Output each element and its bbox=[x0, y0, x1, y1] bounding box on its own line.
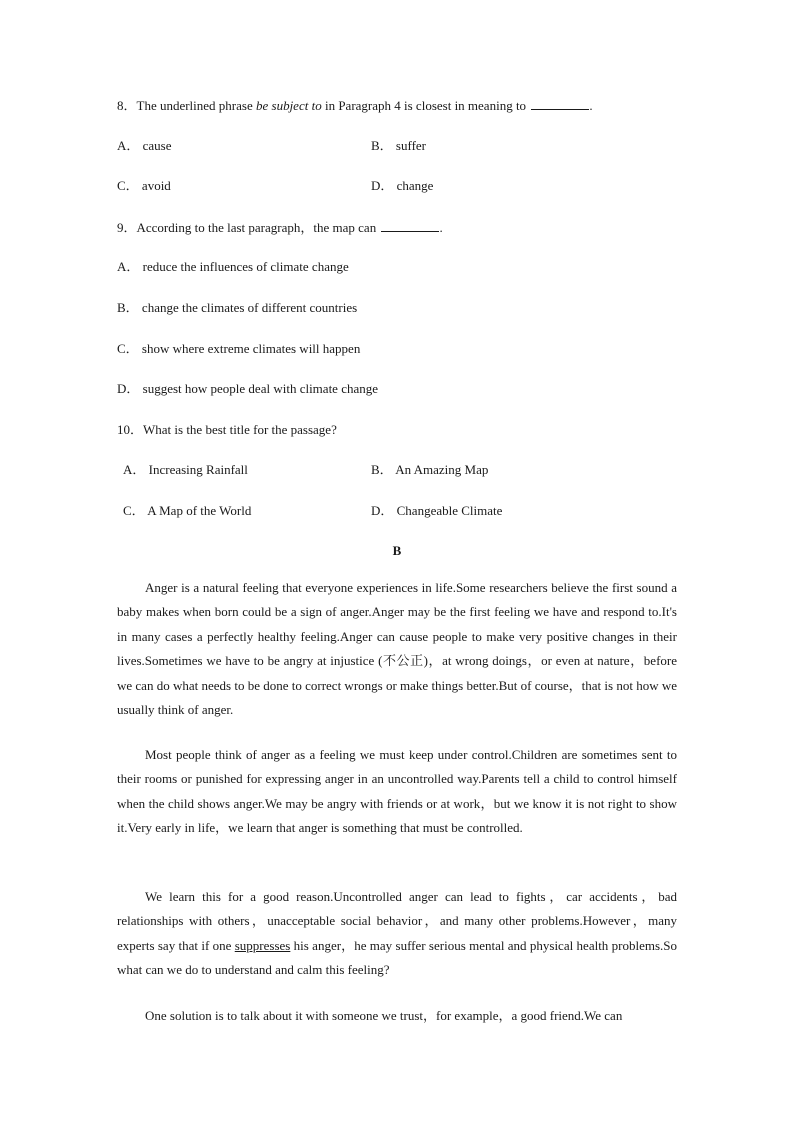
question-9 bbox=[117, 219, 443, 236]
passage-paragraph-4: One solution is to talk about it with someone we trust，for example，a good friend.We can bbox=[145, 1008, 623, 1023]
p1-chinese-gloss: 不公正 bbox=[382, 653, 424, 669]
q10-option-c: C． A Map of the World bbox=[123, 503, 252, 518]
q8-option-b: B． suffer bbox=[371, 138, 427, 153]
q8-phrase: be subject to bbox=[255, 98, 322, 113]
q8-prefix: 8．The underlined phrase bbox=[117, 98, 256, 113]
q9-option-a: A． reduce the influences of climate change bbox=[117, 259, 349, 274]
q9-option-c: C． show where extreme climates will happen bbox=[117, 341, 361, 356]
q10-option-d: D． Changeable Climate bbox=[371, 503, 503, 518]
q9-option-d: D． suggest how people deal with climate change bbox=[117, 381, 379, 396]
p3-text-a: We learn this for a good reason.Uncontrolled anger can lead to fights，car accidents，bad relationships with others，unacceptable social behavior，and many other problems.However，many experts say that if one bbox=[117, 889, 677, 953]
question-10: 10．What is the best title for the passage? bbox=[117, 422, 337, 437]
p3-text-b: his anger，he may suffer serious mental and physical health problems.So what can we do to understand and calm this feeling? bbox=[117, 937, 677, 977]
passage-paragraph-3 bbox=[117, 885, 677, 982]
answer-blank bbox=[531, 97, 589, 110]
p1-text-a: Anger is a natural feeling that everyone experiences in life.Some researchers believe the first sound a baby makes when born could be a sign of anger.Anger may be the first feeling we have and respond to.It's in many cases a perfectly healthy feeling.Anger can cause people to make very positive changes in their lives.Sometimes we have to be angry at injustice ( bbox=[117, 580, 677, 668]
passage-paragraph-2: Most people think of anger as a feeling we must keep under control.Children are sometimes sent to their rooms or punished for expressing anger in an uncontrolled way.Parents tell a child to control himself when the child shows anger.We may be angry with friends or at work，but we know it is not right to show it.Very early in life，we learn that anger is something that must be controlled. bbox=[117, 747, 677, 835]
q8-suffix: in Paragraph 4 is closest in meaning to bbox=[321, 98, 530, 113]
q8-end: . bbox=[589, 98, 593, 113]
q9-stem: 9．According to the last paragraph，the map can bbox=[117, 220, 380, 235]
q8-option-c: C． avoid bbox=[117, 178, 171, 193]
p1-text-b: )，at wrong doings，or even at nature，before we can do what needs to be done to correct wrongs or make things better.But of course，that is not how we usually think of anger. bbox=[117, 652, 678, 718]
answer-blank bbox=[381, 219, 439, 232]
q10-option-a: A． Increasing Rainfall bbox=[123, 462, 248, 477]
question-8 bbox=[117, 97, 593, 114]
q9-end: . bbox=[439, 220, 443, 235]
q9-option-b: B． change the climates of different countries bbox=[117, 300, 358, 315]
q10-option-b: B． An Amazing Map bbox=[371, 462, 489, 477]
q8-option-a: A． cause bbox=[117, 138, 172, 153]
q8-option-d: D． change bbox=[371, 178, 434, 193]
underlined-word: suppresses bbox=[234, 937, 291, 953]
section-title: B bbox=[392, 543, 402, 558]
passage-paragraph-1 bbox=[117, 576, 677, 723]
